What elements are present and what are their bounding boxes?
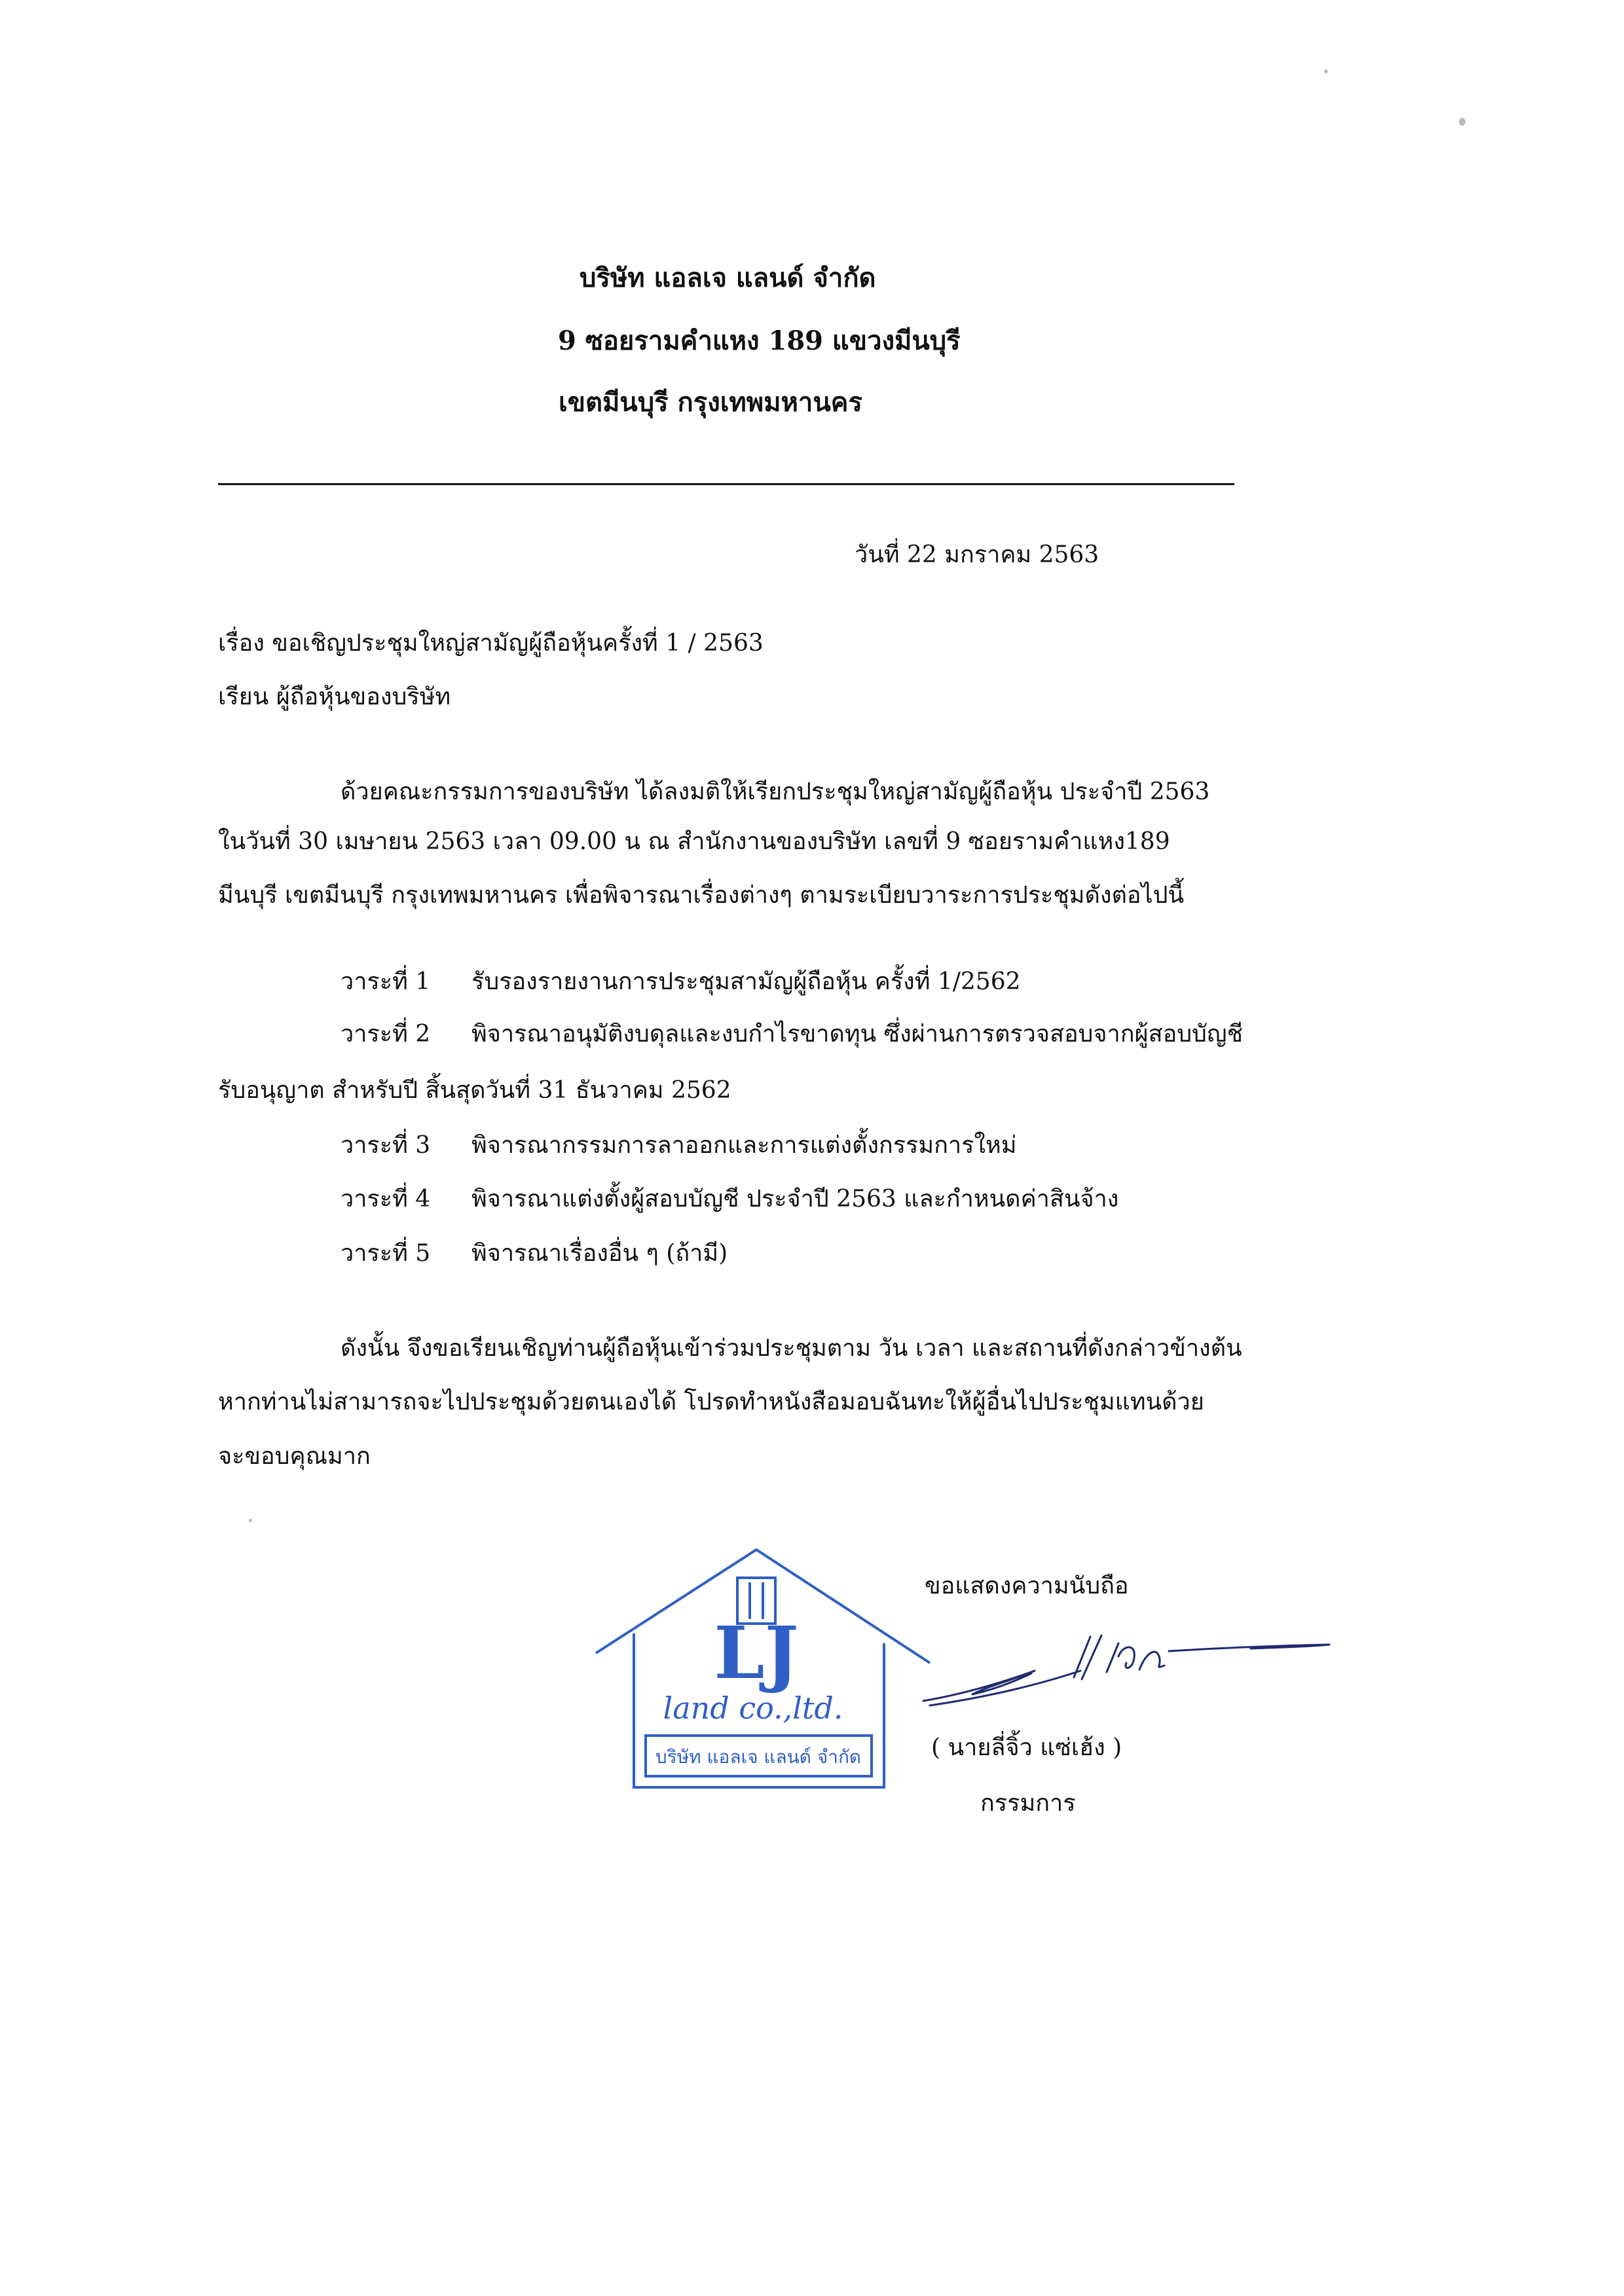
scan-speck (249, 1519, 252, 1522)
letter-recipient: เรียน ผู้ถือหุ้นของบริษัท (218, 683, 451, 710)
agenda-item-4-text: พิจารณาแต่งตั้งผู้สอบบัญชี ประจำปี 2563 และกำหนดค่าสินจ้าง (471, 1186, 1119, 1212)
company-address-line2: เขตมีนบุรี กรุงเทพมหานคร (559, 387, 862, 418)
agenda-item-4-label: วาระที่ 4 (341, 1186, 431, 1212)
company-stamp (589, 1542, 936, 1797)
letter-date: วันที่ 22 มกราคม 2563 (855, 541, 1099, 568)
intro-line-1: ด้วยคณะกรรมการของบริษัท ได้ลงมติให้เรียกประชุมใหญ่สามัญผู้ถือหุ้น ประจำปี 2563 (341, 778, 1210, 805)
letter-subject: เรื่อง ขอเชิญประชุมใหญ่สามัญผู้ถือหุ้นครั้งที่ 1 / 2563 (218, 630, 764, 657)
agenda-item-1-label: วาระที่ 1 (341, 968, 431, 995)
agenda-item-1-text: รับรองรายงานการประชุมสามัญผู้ถือหุ้น ครั้งที่ 1/2562 (471, 968, 1021, 995)
agenda-item-2-label: วาระที่ 2 (341, 1021, 431, 1048)
signatory-title: กรรมการ (980, 1790, 1076, 1817)
agenda-item-3-label: วาระที่ 3 (341, 1132, 431, 1159)
intro-line-3: มีนบุรี เขตมีนบุรี กรุงเทพมหานคร เพื่อพิจารณาเรื่องต่างๆ ตามระเบียบวาระการประชุมดังต่อไปนี้ (218, 882, 1185, 909)
intro-line-2: ในวันที่ 30 เมษายน 2563 เวลา 09.00 น ณ สำนักงานของบริษัท เลขที่ 9 ซอยรามคำแหง189 (218, 828, 1170, 855)
scan-speck (1324, 69, 1328, 73)
header-divider (218, 483, 1234, 485)
company-address-line1: 9 ซอยรามคำแหง 189 แขวงมีนบุรี (558, 325, 961, 356)
closing-line-1: ดังนั้น จึงขอเรียนเชิญท่านผู้ถือหุ้นเข้าร่วมประชุมตาม วัน เวลา และสถานที่ดังกล่าวข้างต้น (341, 1335, 1242, 1362)
signature-image (910, 1617, 1369, 1722)
svg-text:land co.,ltd.: land co.,ltd. (663, 1690, 843, 1726)
closing-line-3: จะขอบคุณมาก (218, 1443, 371, 1470)
company-name: บริษัท แอลเจ แลนด์ จำกัด (580, 263, 876, 293)
agenda-item-5-text: พิจารณาเรื่องอื่น ๆ (ถ้ามี) (471, 1240, 728, 1267)
signoff-regards: ขอแสดงความนับถือ (925, 1573, 1129, 1599)
agenda-item-3-text: พิจารณากรรมการลาออกและการแต่งตั้งกรรมการใหม่ (471, 1132, 1017, 1159)
signatory-name: ( นายลี่จิ้ว แซ่เฮ้ง ) (931, 1734, 1122, 1761)
closing-line-2: หากท่านไม่สามารถจะไปประชุมด้วยตนเองได้ โปรดทำหนังสือมอบฉันทะให้ผู้อื่นไปประชุมแทนด้วย (218, 1389, 1204, 1415)
scan-speck (1459, 118, 1466, 126)
agenda-item-5-label: วาระที่ 5 (341, 1240, 431, 1267)
agenda-item-2-text: พิจารณาอนุมัติงบดุลและงบกำไรขาดทุน ซึ่งผ่านการตรวจสอบจากผู้สอบบัญชี (471, 1021, 1244, 1048)
agenda-item-2-continuation: รับอนุญาต สำหรับปี สิ้นสุดวันที่ 31 ธันวาคม 2562 (218, 1077, 731, 1104)
svg-text:LJ: LJ (714, 1611, 799, 1695)
svg-text:บริษัท แอลเจ แลนด์ จำกัด: บริษัท แอลเจ แลนด์ จำกัด (655, 1746, 862, 1768)
